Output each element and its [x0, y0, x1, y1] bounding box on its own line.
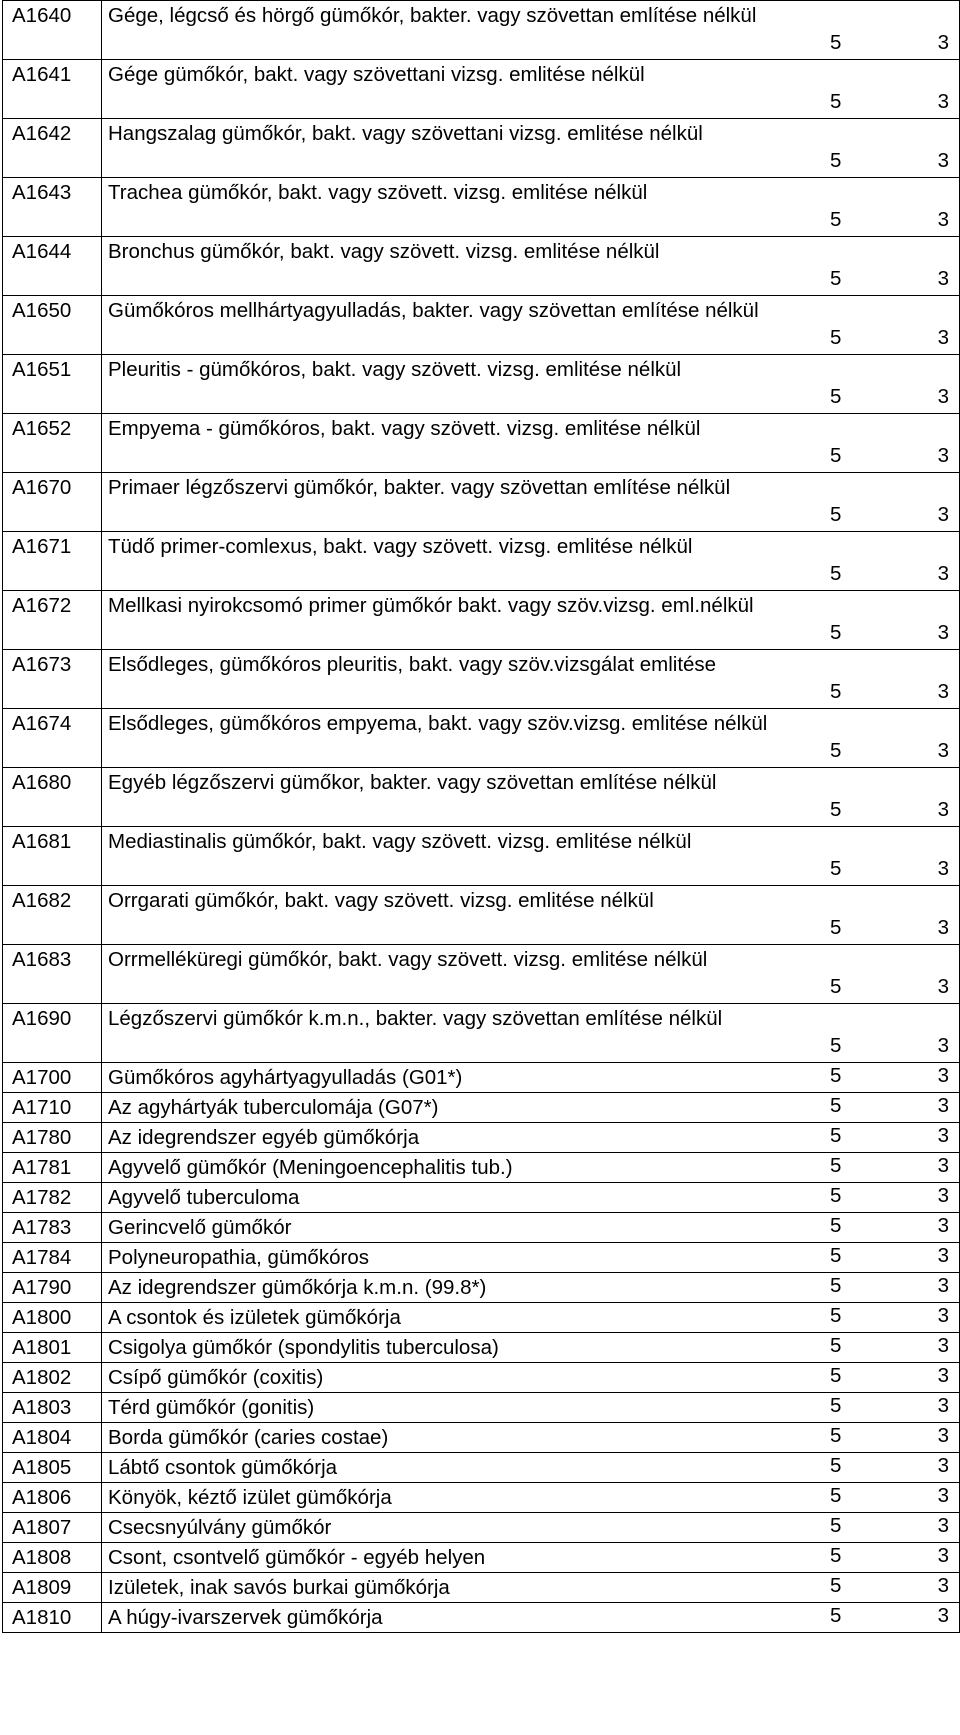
value-b: 3: [937, 1244, 949, 1267]
description-text: Csecsnyúlvány gümőkór: [108, 1516, 332, 1539]
value-pair: [824, 854, 959, 883]
code-cell: A1803: [3, 1393, 102, 1423]
value-b: 3: [937, 1394, 949, 1417]
code-cell: A1680: [3, 768, 102, 827]
description-text: Csípő gümőkór (coxitis): [108, 1366, 324, 1389]
description-text: Orrmelléküregi gümőkór, bakt. vagy szövett. vizsg. emlitése nélkül: [108, 948, 708, 971]
description-cell: [102, 1333, 960, 1363]
description-text: A húgy-ivarszervek gümőkórja: [108, 1606, 383, 1629]
value-pair: [824, 1153, 959, 1181]
value-pair: [824, 1273, 959, 1301]
value-b: 3: [937, 90, 949, 113]
code-table: [2, 0, 960, 1633]
value-b: 3: [937, 1034, 949, 1057]
value-a: 5: [830, 1034, 842, 1057]
value-b: 3: [937, 326, 949, 349]
value-b: 3: [937, 916, 949, 939]
value-b: 3: [937, 31, 949, 54]
description-text: A csontok és izületek gümőkórja: [108, 1306, 401, 1329]
value-b: 3: [937, 680, 949, 703]
description-cell: [102, 60, 960, 119]
code-cell: A1641: [3, 60, 102, 119]
table-row: [3, 1273, 960, 1303]
description-cell: [102, 1363, 960, 1393]
value-pair: [824, 736, 959, 765]
value-a: 5: [830, 1424, 842, 1447]
value-b: 3: [937, 1214, 949, 1237]
description-text: Agyvelő tuberculoma: [108, 1186, 300, 1209]
description-cell: [102, 1393, 960, 1423]
table-row: [3, 1153, 960, 1183]
value-a: 5: [830, 1454, 842, 1477]
description-text: Izületek, inak savós burkai gümőkórja: [108, 1576, 450, 1599]
value-b: 3: [937, 1514, 949, 1537]
value-b: 3: [937, 1454, 949, 1477]
value-pair: [824, 1213, 959, 1241]
description-text: Mediastinalis gümőkór, bakt. vagy szövett. vizsg. emlitése nélkül: [108, 830, 692, 853]
value-a: 5: [830, 385, 842, 408]
description-text: Gümőkóros agyhártyagyulladás (G01*): [108, 1066, 463, 1089]
code-cell: A1801: [3, 1333, 102, 1363]
description-text: Gümőkóros mellhártyagyulladás, bakter. vagy szövettan említése nélkül: [108, 299, 759, 322]
table-row: [3, 591, 960, 650]
value-b: 3: [937, 444, 949, 467]
value-a: 5: [830, 1124, 842, 1147]
code-cell: A1808: [3, 1543, 102, 1573]
value-pair: [824, 441, 959, 470]
value-b: 3: [937, 1274, 949, 1297]
description-cell: [102, 1123, 960, 1153]
table-row: [3, 60, 960, 119]
description-text: Tüdő primer-comlexus, bakt. vagy szövett. vizsg. emlitése nélkül: [108, 535, 693, 558]
value-pair: [824, 1513, 959, 1541]
value-pair: [824, 1483, 959, 1511]
value-pair: [824, 87, 959, 116]
description-text: Gége, légcső és hörgő gümőkór, bakter. vagy szövettan említése nélkül: [108, 4, 757, 27]
code-cell: A1651: [3, 355, 102, 414]
description-cell: [102, 1004, 960, 1063]
description-text: Agyvelő gümőkór (Meningoencephalitis tub.): [108, 1156, 513, 1179]
value-b: 3: [937, 1544, 949, 1567]
code-cell: A1673: [3, 650, 102, 709]
value-pair: [824, 677, 959, 706]
code-cell: A1710: [3, 1093, 102, 1123]
code-cell: A1674: [3, 709, 102, 768]
description-text: Az idegrendszer gümőkórja k.m.n. (99.8*): [108, 1276, 487, 1299]
code-cell: A1690: [3, 1004, 102, 1063]
value-pair: [824, 972, 959, 1001]
table-row: [3, 1513, 960, 1543]
value-a: 5: [830, 149, 842, 172]
table-row: [3, 237, 960, 296]
value-b: 3: [937, 1304, 949, 1327]
table-row: [3, 886, 960, 945]
description-cell: [102, 945, 960, 1004]
description-text: Csont, csontvelő gümőkór - egyéb helyen: [108, 1546, 486, 1569]
description-text: Elsődleges, gümőkóros pleuritis, bakt. vagy szöv.vizsgálat emlitése: [108, 653, 717, 676]
value-pair: [824, 1123, 959, 1151]
description-cell: [102, 886, 960, 945]
value-b: 3: [937, 562, 949, 585]
table-row: [3, 1243, 960, 1273]
value-a: 5: [830, 267, 842, 290]
description-cell: [102, 768, 960, 827]
value-b: 3: [937, 739, 949, 762]
description-cell: [102, 1213, 960, 1243]
value-a: 5: [830, 739, 842, 762]
code-cell: A1643: [3, 178, 102, 237]
value-pair: [824, 264, 959, 293]
description-cell: [102, 1183, 960, 1213]
value-a: 5: [830, 1064, 842, 1087]
code-cell: A1682: [3, 886, 102, 945]
table-row: [3, 1, 960, 60]
description-text: Lábtő csontok gümőkórja: [108, 1456, 338, 1479]
description-text: Könyök, kéztő izület gümőkórja: [108, 1486, 392, 1509]
description-cell: [102, 1513, 960, 1543]
description-cell: [102, 414, 960, 473]
value-b: 3: [937, 1124, 949, 1147]
description-cell: [102, 591, 960, 650]
code-cell: A1644: [3, 237, 102, 296]
table-row: [3, 532, 960, 591]
description-text: Pleuritis - gümőkóros, bakt. vagy szövett. vizsg. emlitése nélkül: [108, 358, 682, 381]
value-a: 5: [830, 1574, 842, 1597]
value-pair: [824, 146, 959, 175]
description-text: Polyneuropathia, gümőkóros: [108, 1246, 369, 1269]
value-pair: [824, 1603, 959, 1631]
value-a: 5: [830, 1364, 842, 1387]
value-a: 5: [830, 90, 842, 113]
description-cell: [102, 709, 960, 768]
table-row: [3, 1483, 960, 1513]
code-cell: A1650: [3, 296, 102, 355]
description-text: Borda gümőkór (caries costae): [108, 1426, 389, 1449]
value-pair: [824, 1063, 959, 1091]
value-b: 3: [937, 1064, 949, 1087]
value-b: 3: [937, 1604, 949, 1627]
value-b: 3: [937, 1154, 949, 1177]
table-row: [3, 1123, 960, 1153]
description-cell: [102, 827, 960, 886]
description-cell: [102, 237, 960, 296]
value-b: 3: [937, 1334, 949, 1357]
code-cell: A1806: [3, 1483, 102, 1513]
table-row: [3, 1063, 960, 1093]
value-b: 3: [937, 149, 949, 172]
description-text: Trachea gümőkór, bakt. vagy szövett. vizsg. emlitése nélkül: [108, 181, 648, 204]
description-text: Csigolya gümőkór (spondylitis tuberculosa): [108, 1336, 499, 1359]
value-pair: [824, 1093, 959, 1121]
value-pair: [824, 1031, 959, 1060]
code-cell: A1800: [3, 1303, 102, 1333]
value-a: 5: [830, 208, 842, 231]
description-cell: [102, 1303, 960, 1333]
code-cell: A1805: [3, 1453, 102, 1483]
table-row: [3, 1183, 960, 1213]
value-pair: [824, 1303, 959, 1331]
value-pair: [824, 1333, 959, 1361]
table-row: [3, 650, 960, 709]
value-a: 5: [830, 1244, 842, 1267]
value-a: 5: [830, 31, 842, 54]
description-cell: [102, 650, 960, 709]
value-b: 3: [937, 503, 949, 526]
description-text: Gége gümőkór, bakt. vagy szövettani vizsg. emlitése nélkül: [108, 63, 645, 86]
value-b: 3: [937, 1424, 949, 1447]
description-cell: [102, 296, 960, 355]
value-b: 3: [937, 1484, 949, 1507]
table-row: [3, 1004, 960, 1063]
table-row: [3, 296, 960, 355]
description-cell: [102, 1093, 960, 1123]
code-cell: A1802: [3, 1363, 102, 1393]
value-b: 3: [937, 621, 949, 644]
description-text: Egyéb légzőszervi gümőkor, bakter. vagy szövettan említése nélkül: [108, 771, 717, 794]
table-row: [3, 709, 960, 768]
code-cell: A1804: [3, 1423, 102, 1453]
value-a: 5: [830, 1304, 842, 1327]
value-pair: [824, 1363, 959, 1391]
code-table-body: [3, 1, 960, 1633]
code-cell: A1810: [3, 1603, 102, 1633]
code-cell: A1671: [3, 532, 102, 591]
table-row: [3, 1573, 960, 1603]
value-a: 5: [830, 1484, 842, 1507]
description-cell: [102, 1573, 960, 1603]
value-pair: [824, 1243, 959, 1271]
value-a: 5: [830, 562, 842, 585]
value-a: 5: [830, 916, 842, 939]
value-b: 3: [937, 975, 949, 998]
table-row: [3, 1363, 960, 1393]
table-row: [3, 768, 960, 827]
description-cell: [102, 1243, 960, 1273]
description-text: Az agyhártyák tuberculomája (G07*): [108, 1096, 439, 1119]
value-pair: [824, 205, 959, 234]
code-cell: A1681: [3, 827, 102, 886]
value-pair: [824, 618, 959, 647]
value-pair: [824, 559, 959, 588]
value-a: 5: [830, 1274, 842, 1297]
code-cell: A1700: [3, 1063, 102, 1093]
table-row: [3, 945, 960, 1004]
table-row: [3, 119, 960, 178]
description-cell: [102, 1273, 960, 1303]
description-cell: [102, 473, 960, 532]
value-b: 3: [937, 857, 949, 880]
value-pair: [824, 1183, 959, 1211]
value-b: 3: [937, 1184, 949, 1207]
table-row: [3, 1603, 960, 1633]
description-text: Elsődleges, gümőkóros empyema, bakt. vagy szöv.vizsg. emlitése nélkül: [108, 712, 768, 735]
table-row: [3, 1393, 960, 1423]
value-pair: [824, 382, 959, 411]
code-cell: A1683: [3, 945, 102, 1004]
description-cell: [102, 1, 960, 60]
description-text: Orrgarati gümőkór, bakt. vagy szövett. vizsg. emlitése nélkül: [108, 889, 654, 912]
value-a: 5: [830, 857, 842, 880]
table-row: [3, 1093, 960, 1123]
value-pair: [824, 1423, 959, 1451]
description-cell: [102, 1483, 960, 1513]
value-pair: [824, 913, 959, 942]
code-cell: A1672: [3, 591, 102, 650]
code-cell: A1640: [3, 1, 102, 60]
description-cell: [102, 355, 960, 414]
description-cell: [102, 178, 960, 237]
value-b: 3: [937, 208, 949, 231]
table-row: [3, 355, 960, 414]
value-b: 3: [937, 1364, 949, 1387]
code-cell: A1784: [3, 1243, 102, 1273]
value-pair: [824, 500, 959, 529]
description-text: Az idegrendszer egyéb gümőkórja: [108, 1126, 420, 1149]
table-row: [3, 1213, 960, 1243]
table-row: [3, 1453, 960, 1483]
value-b: 3: [937, 385, 949, 408]
value-a: 5: [830, 326, 842, 349]
value-a: 5: [830, 503, 842, 526]
value-a: 5: [830, 1604, 842, 1627]
value-a: 5: [830, 1094, 842, 1117]
code-cell: A1670: [3, 473, 102, 532]
description-cell: [102, 1063, 960, 1093]
description-text: Empyema - gümőkóros, bakt. vagy szövett. vizsg. emlitése nélkül: [108, 417, 701, 440]
code-cell: A1809: [3, 1573, 102, 1603]
value-pair: [824, 28, 959, 57]
value-a: 5: [830, 798, 842, 821]
value-a: 5: [830, 621, 842, 644]
description-text: Légzőszervi gümőkór k.m.n., bakter. vagy szövettan említése nélkül: [108, 1007, 723, 1030]
value-a: 5: [830, 1214, 842, 1237]
value-a: 5: [830, 1154, 842, 1177]
table-row: [3, 827, 960, 886]
table-row: [3, 414, 960, 473]
code-cell: A1807: [3, 1513, 102, 1543]
table-row: [3, 1423, 960, 1453]
table-row: [3, 178, 960, 237]
value-a: 5: [830, 1394, 842, 1417]
description-cell: [102, 1453, 960, 1483]
value-b: 3: [937, 1574, 949, 1597]
code-cell: A1652: [3, 414, 102, 473]
code-cell: A1780: [3, 1123, 102, 1153]
description-cell: [102, 1423, 960, 1453]
value-pair: [824, 1573, 959, 1601]
value-b: 3: [937, 1094, 949, 1117]
table-row: [3, 473, 960, 532]
value-a: 5: [830, 1514, 842, 1537]
description-cell: [102, 1603, 960, 1633]
value-b: 3: [937, 798, 949, 821]
value-pair: [824, 1393, 959, 1421]
value-a: 5: [830, 975, 842, 998]
description-text: Gerincvelő gümőkór: [108, 1216, 292, 1239]
description-text: Bronchus gümőkór, bakt. vagy szövett. vizsg. emlitése nélkül: [108, 240, 660, 263]
value-a: 5: [830, 1184, 842, 1207]
value-b: 3: [937, 267, 949, 290]
value-pair: [824, 1543, 959, 1571]
code-cell: A1782: [3, 1183, 102, 1213]
description-cell: [102, 1543, 960, 1573]
table-row: [3, 1303, 960, 1333]
code-cell: A1790: [3, 1273, 102, 1303]
description-cell: [102, 119, 960, 178]
table-row: [3, 1543, 960, 1573]
value-a: 5: [830, 1544, 842, 1567]
value-pair: [824, 795, 959, 824]
value-a: 5: [830, 1334, 842, 1357]
description-text: Primaer légzőszervi gümőkór, bakter. vagy szövettan említése nélkül: [108, 476, 731, 499]
description-text: Mellkasi nyirokcsomó primer gümőkór bakt. vagy szöv.vizsg. eml.nélkül: [108, 594, 754, 617]
description-text: Térd gümőkór (gonitis): [108, 1396, 315, 1419]
code-cell: A1783: [3, 1213, 102, 1243]
description-text: Hangszalag gümőkór, bakt. vagy szövettani vizsg. emlitése nélkül: [108, 122, 703, 145]
table-row: [3, 1333, 960, 1363]
description-cell: [102, 1153, 960, 1183]
code-cell: A1642: [3, 119, 102, 178]
value-a: 5: [830, 680, 842, 703]
description-cell: [102, 532, 960, 591]
value-pair: [824, 323, 959, 352]
value-pair: [824, 1453, 959, 1481]
code-cell: A1781: [3, 1153, 102, 1183]
value-a: 5: [830, 444, 842, 467]
